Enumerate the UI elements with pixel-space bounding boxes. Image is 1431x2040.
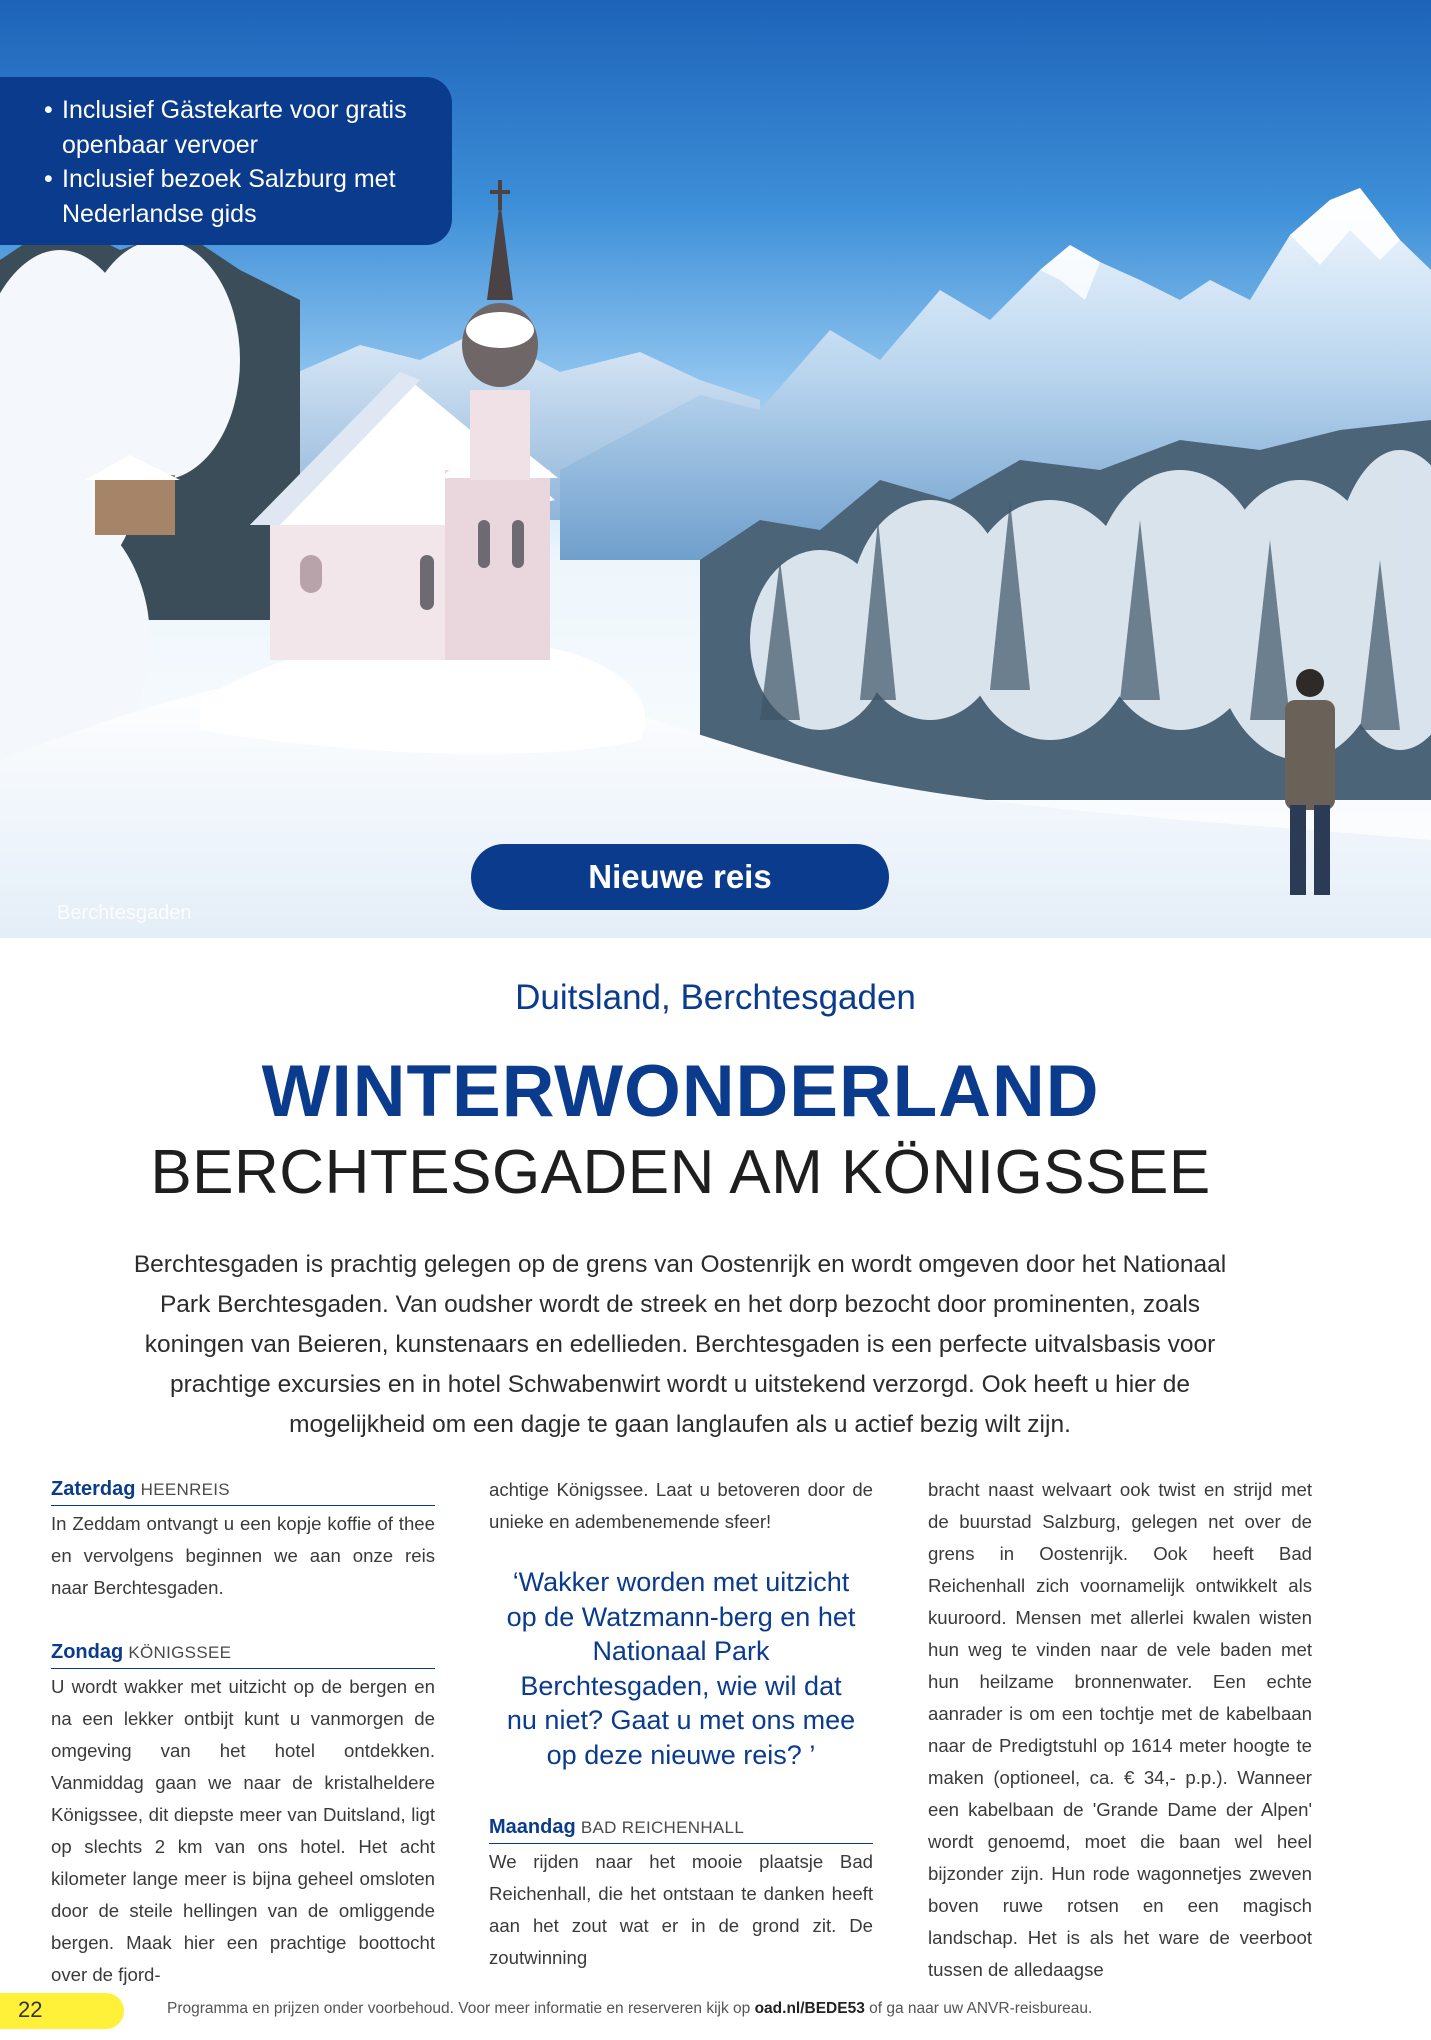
day-place: KÖNIGSSEE — [128, 1643, 232, 1662]
day-text: U wordt wakker met uitzicht op de bergen en na een lekker ontbijt kunt u vanmorgen de omgeving van het hotel ontdekken. Vanmiddag gaan we naar de kristalheldere Königssee, dit diepste meer van Duitsland, ligt op slechts 2 km van ons hotel. Het acht kilometer lange meer is bijna geheel omsloten door de steile hellingen van de omliggende bergen. Maak hier een prachtige boottocht over de fjord- — [51, 1676, 435, 1985]
column-3 — [928, 1474, 1312, 1986]
location-heading: Duitsland, Berchtesgaden — [515, 978, 916, 1017]
page-number: 22 — [0, 1993, 124, 2029]
hero-photo — [0, 0, 1431, 938]
day-heading — [51, 1474, 435, 1506]
intro-paragraph: Berchtesgaden is prachtig gelegen op de grens van Oostenrijk en wordt omgeven door het Nationaal Park Berchtesgaden. Van oudsher wordt de streek en het dorp bezocht door prominenten, zoals koningen van Beieren, kunstenaars en edellieden. Berchtesgaden is een perfecte uitvalsbasis voor prachtige excursies en in hotel Schwabenwirt wordt u uitstekend verzorgd. Ook heeft u hier de mogelijkheid om een dagje te gaan langlaufen als u actief bezig wilt zijn. — [133, 1251, 1227, 1438]
day-text: In Zeddam ontvangt u een kopje koffie of thee en vervolgens beginnen we aan onze reis naar Berchtesgaden. — [51, 1513, 435, 1598]
day-text-continued: achtige Königssee. Laat u betoveren door de unieke en adembenemende sfeer! — [489, 1479, 873, 1532]
page-subtitle: BERCHTESGADEN AM KÖNIGSSEE — [150, 1138, 1211, 1207]
inclusions-box — [0, 77, 452, 245]
day-text-continued: bracht naast welvaart ook twist en strijd met de buurstad Salzburg, gelegen net over de grens in Oostenrijk. Ook heeft Bad Reichenhall zich voornamelijk ontwikkelt als kuuroord. Mensen met allerlei kwalen wisten hun weg te vinden naar de vele baden met hun heilzame bronnenwater. Een echte aanrader is om een tochtje met de kabelbaan naar de Predigtstuhl op 1614 meter hoogte te maken (optioneel, ca. € 34,- p.p.). Wanneer een kabelbaan de 'Grande Dame der Alpen' wordt genoemd, moet die baan wel heel bijzonder zijn. Hun rode wagonnetjes zweven boven ruwe rotsen en een magisch landschap. Het is als het ware de veerboot tussen de alledaagse — [928, 1479, 1312, 1980]
day-name: Zaterdag — [51, 1478, 136, 1500]
inclusion-item: • Inclusief bezoek Salzburg met Nederlandse gids — [48, 162, 432, 231]
footer-disclaimer — [167, 2000, 1092, 2018]
photo-caption: Berchtesgaden — [57, 902, 192, 924]
column-2 — [489, 1474, 873, 1974]
footer-text-after: of ga naar uw ANVR-reisbureau. — [864, 2000, 1093, 2017]
page-title: WINTERWONDERLAND — [261, 1051, 1100, 1132]
new-trip-badge: Nieuwe reis — [471, 844, 889, 910]
footer-text-before: Programma en prijzen onder voorbehoud. Voor meer informatie en reserveren kijk op — [167, 2000, 755, 2017]
day-name: Zondag — [51, 1641, 124, 1663]
day-place: BAD REICHENHALL — [580, 1818, 745, 1837]
column-1 — [51, 1474, 435, 1991]
day-name: Maandag — [489, 1816, 576, 1838]
booking-link[interactable]: oad.nl/BEDE53 — [754, 2000, 865, 2017]
day-place: HEENREIS — [140, 1480, 230, 1499]
inclusion-item: • Inclusief Gästekarte voor gratis openbaar vervoer — [48, 93, 432, 162]
day-heading — [51, 1637, 435, 1669]
day-heading — [489, 1812, 873, 1844]
day-text: We rijden naar het mooie plaatsje Bad Reichenhall, die het ontstaan te danken heeft aan het zout wat er in de grond zit. De zoutwinning — [489, 1851, 873, 1968]
pull-quote: ‘Wakker worden met uitzicht op de Watzmann-berg en het Nationaal Park Berchtesgaden, wie wil dat nu niet? Gaat u met ons mee op deze nieuwe reis? ’ — [506, 1567, 856, 1770]
